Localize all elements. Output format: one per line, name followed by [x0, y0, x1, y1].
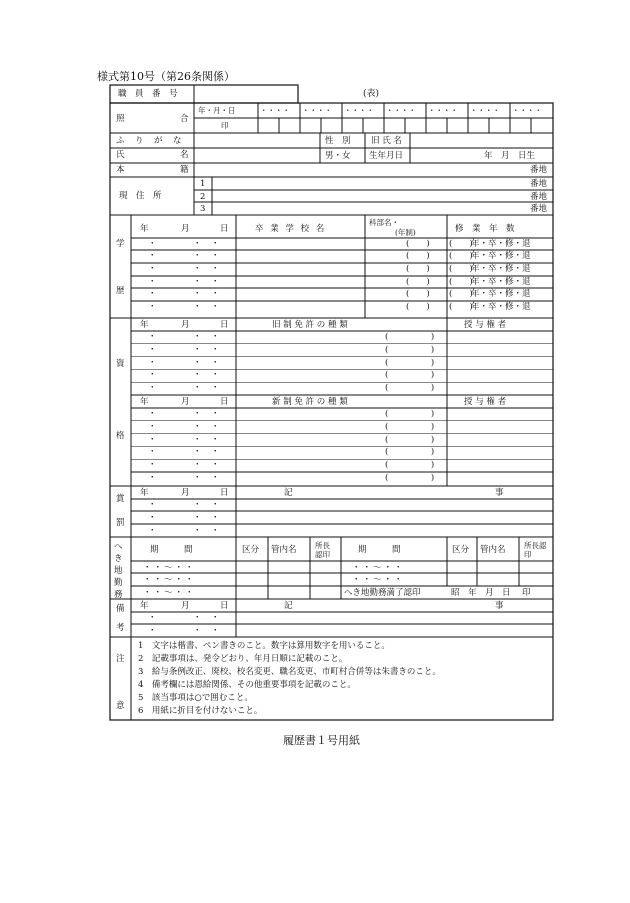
form-footer: 履歴書１号用紙 — [283, 734, 360, 747]
shobatsu-year: 年 — [140, 488, 149, 498]
shikaku-new-paren-3: ( ) — [385, 434, 435, 445]
address-banchi-1: 番地 — [530, 179, 548, 189]
honseki-banchi: 番地 — [530, 165, 548, 175]
gakureki-dept-header-2: (年制) — [395, 228, 416, 237]
notes-side-b: 意 — [116, 701, 125, 711]
gakureki-dot-b-5: ・ — [193, 289, 202, 299]
shougou-label-a: 照 — [116, 114, 125, 124]
gakureki-school-header: 卒 業 学 校 名 — [255, 224, 327, 234]
shobatsu-dot-a-3: ・ — [148, 526, 157, 536]
shikaku-old-dot-c-4: ・ — [211, 370, 220, 381]
shikaku-old-dot-b-3: ・ — [193, 357, 202, 368]
shobatsu-ki: 記 — [284, 488, 293, 498]
note-6: 6 用紙に折目を付けないこと。 — [138, 706, 263, 716]
shikaku-new-dot-b-2: ・ — [193, 421, 202, 432]
gakureki-years-6: ( ) — [449, 302, 473, 312]
hekichi-in: 印 — [522, 588, 531, 598]
notes-side-a: 注 — [116, 654, 125, 664]
note-1: 1 文字は楷書、ペン書きのこと。数字は算用数字を用いること。 — [138, 641, 390, 651]
honseki-label-a: 本 — [116, 165, 125, 175]
shobatsu-side-b: 罰 — [116, 518, 125, 528]
gakureki-dot-a-1: ・ — [148, 239, 157, 249]
gakureki-status-5: 年・卒・修・退 — [471, 289, 531, 299]
shikaku-new-dot-b-5: ・ — [193, 460, 202, 471]
note-4: 4 備考欄には恩給関係、その他重要事項を記載のこと。 — [138, 680, 356, 690]
gakureki-dot-a-3: ・ — [148, 264, 157, 274]
shikaku-new-month: 月 — [181, 397, 190, 407]
hekichi-shocho-left: 所長認印 — [315, 541, 330, 559]
gakureki-dot-a-6: ・ — [148, 302, 157, 312]
bikou-dot-2: ・ — [193, 613, 202, 623]
shobatsu-dot-c-3: ・ — [211, 526, 220, 536]
shikaku-new-dot-c-3: ・ — [211, 434, 220, 445]
shobatsu-dot-b-2: ・ — [193, 513, 202, 523]
staff-number-label: 職 員 番 号 — [118, 89, 178, 99]
shikaku-old-grant: 授 与 権 者 — [464, 320, 507, 330]
note-2: 2 記載事項は、発令どおり、年月日順に記載のこと。 — [138, 654, 348, 664]
shougou-dots-5: ・・・・ — [428, 106, 458, 115]
birth-label: 生年月日 — [369, 151, 404, 161]
hekichi-side: へき地勤務 — [114, 542, 123, 600]
gakureki-years-4: ( ) — [449, 277, 473, 287]
gakureki-years-3: ( ) — [449, 264, 473, 274]
hekichi-kubun-right: 区分 — [452, 545, 470, 555]
gakureki-paren-3: ( ) — [406, 264, 430, 274]
shikaku-old-header: 旧 制 免 許 の 種 類 — [272, 320, 348, 330]
shougou-dots-4: ・・・・ — [386, 106, 416, 115]
hekichi-shocho-right: 所長認印 — [524, 541, 547, 559]
gakureki-paren-6: ( ) — [406, 302, 430, 312]
gakureki-dot-c-5: ・ — [211, 289, 220, 299]
shikaku-side-a: 資 — [116, 359, 125, 369]
bikou-dot-1: ・ — [148, 613, 157, 623]
gakureki-dot-a-4: ・ — [148, 277, 157, 287]
shikaku-old-paren-4: ( ) — [385, 370, 435, 381]
hekichi-row-1: ・・〜・・ — [143, 563, 196, 573]
address-row-3: 3 — [200, 204, 206, 214]
shikaku-new-paren-4: ( ) — [385, 447, 435, 458]
shikaku-old-dot-b-5: ・ — [193, 383, 202, 394]
shikaku-old-dot-c-5: ・ — [211, 383, 220, 394]
gakureki-status-3: 年・卒・修・退 — [471, 264, 531, 274]
shikaku-old-year: 年 — [140, 320, 149, 330]
shobatsu-month: 月 — [181, 488, 190, 498]
old-name-label: 旧 氏 名 — [371, 136, 402, 146]
shikaku-old-day: 日 — [220, 320, 229, 330]
shikaku-old-dot-c-2: ・ — [211, 344, 220, 355]
shobatsu-ji: 事 — [495, 488, 504, 498]
gakureki-status-6: 年・卒・修・退 — [471, 302, 531, 312]
shobatsu-side-a: 賞 — [116, 494, 125, 504]
shikaku-new-dot-a-5: ・ — [148, 460, 157, 471]
shikaku-old-dot-b-2: ・ — [193, 344, 202, 355]
bikou-dot-6: ・ — [211, 626, 220, 636]
shougou-dots-2: ・・・・ — [302, 106, 332, 115]
gakureki-years-1: ( ) — [449, 239, 473, 249]
hekichi-period-right: 期 間 — [358, 545, 401, 555]
bikou-dot-4: ・ — [148, 626, 157, 636]
shougou-dots-1: ・・・・ — [260, 106, 290, 115]
hekichi-row-5: ・・〜・・ — [352, 575, 405, 585]
hekichi-period-left: 期 間 — [150, 545, 193, 555]
gakureki-side-b: 歴 — [116, 286, 125, 296]
shikaku-old-paren-2: ( ) — [385, 344, 435, 355]
shikaku-new-dot-b-4: ・ — [193, 447, 202, 458]
shobatsu-dot-a-2: ・ — [148, 513, 157, 523]
shikaku-new-paren-1: ( ) — [385, 409, 435, 419]
bikou-side-a: 備 — [116, 604, 125, 614]
shobatsu-dot-b-1: ・ — [193, 500, 202, 510]
shougou-date: 年・月・日 — [198, 106, 236, 115]
sex-value: 男・女 — [325, 151, 351, 161]
shikaku-new-dot-b-6: ・ — [193, 473, 202, 483]
shikaku-old-dot-a-1: ・ — [148, 332, 157, 342]
gakureki-paren-1: ( ) — [406, 239, 430, 249]
shikaku-new-dot-a-3: ・ — [148, 434, 157, 445]
shobatsu-dot-c-1: ・ — [211, 500, 220, 510]
side-indicator: (表) — [363, 89, 380, 99]
birth-format: 年 月 日生 — [484, 151, 536, 161]
shikaku-old-paren-3: ( ) — [385, 357, 435, 368]
shikaku-new-day: 日 — [220, 397, 229, 407]
gakureki-year: 年 — [140, 224, 149, 234]
gakureki-month: 月 — [181, 224, 190, 234]
shikaku-old-dot-c-3: ・ — [211, 357, 220, 368]
bikou-ki: 記 — [284, 601, 293, 611]
shikaku-new-dot-a-1: ・ — [148, 409, 157, 419]
gakureki-dept-header: 科部名・ — [369, 218, 399, 227]
shougou-dots-6: ・・・・ — [470, 106, 500, 115]
shikaku-old-dot-a-5: ・ — [148, 383, 157, 394]
hekichi-kubun-left: 区分 — [242, 545, 260, 555]
address-label: 現 住 所 — [119, 191, 162, 201]
shikaku-old-dot-a-2: ・ — [148, 344, 157, 355]
gakureki-dot-b-6: ・ — [193, 302, 202, 312]
shikaku-new-dot-b-1: ・ — [193, 409, 202, 419]
gakureki-years-2: ( ) — [449, 251, 473, 261]
gakureki-paren-4: ( ) — [406, 277, 430, 287]
shikaku-new-paren-5: ( ) — [385, 460, 435, 471]
shikaku-new-year: 年 — [140, 397, 149, 407]
shikaku-new-dot-c-6: ・ — [211, 473, 220, 483]
shikaku-new-paren-6: ( ) — [385, 473, 435, 483]
bikou-dot-3: ・ — [211, 613, 220, 623]
gakureki-side-a: 学 — [116, 239, 125, 249]
note-5: 5 該当事項は○で囲むこと。 — [138, 693, 253, 703]
shikaku-new-dot-c-5: ・ — [211, 460, 220, 471]
name-label-a: 氏 — [116, 150, 125, 160]
gakureki-status-1: 年・卒・修・退 — [471, 239, 531, 249]
gakureki-years-5: ( ) — [449, 289, 473, 299]
shikaku-new-grant: 授 与 権 者 — [464, 397, 507, 407]
shikaku-old-dot-c-1: ・ — [211, 332, 220, 342]
form-number: 様式第10号（第26条関係） — [97, 70, 235, 83]
gakureki-dot-c-2: ・ — [211, 251, 220, 261]
gakureki-status-2: 年・卒・修・退 — [471, 251, 531, 261]
gakureki-dot-c-6: ・ — [211, 302, 220, 312]
honseki-label-b: 籍 — [180, 165, 189, 175]
shikaku-old-paren-1: ( ) — [385, 332, 435, 342]
shikaku-old-dot-b-4: ・ — [193, 370, 202, 381]
gakureki-dot-c-3: ・ — [211, 264, 220, 274]
shobatsu-dot-c-2: ・ — [211, 513, 220, 523]
address-banchi-2: 番地 — [530, 192, 548, 202]
bikou-dot-5: ・ — [193, 626, 202, 636]
shikaku-new-header: 新 制 免 許 の 種 類 — [272, 397, 348, 407]
gakureki-dot-a-2: ・ — [148, 251, 157, 261]
gakureki-dot-b-2: ・ — [193, 251, 202, 261]
gakureki-paren-2: ( ) — [406, 251, 430, 261]
shikaku-new-dot-a-6: ・ — [148, 473, 157, 483]
shikaku-old-month: 月 — [181, 320, 190, 330]
gakureki-dot-c-4: ・ — [211, 277, 220, 287]
gakureki-period-header: 修 業 年 数 — [455, 224, 515, 234]
shikaku-new-dot-b-3: ・ — [193, 434, 202, 445]
shikaku-side-b: 格 — [116, 431, 125, 441]
shobatsu-day: 日 — [220, 488, 229, 498]
hekichi-row-4: ・・〜・・ — [352, 563, 405, 573]
shobatsu-dot-a-1: ・ — [148, 500, 157, 510]
gakureki-dot-c-1: ・ — [211, 239, 220, 249]
sex-label: 性 別 — [325, 136, 351, 146]
shikaku-old-paren-5: ( ) — [385, 383, 435, 394]
bikou-year: 年 — [140, 601, 149, 611]
note-3: 3 給与条例改正、廃校、校名変更、職名変更、市町村合併等は朱書きのこと。 — [138, 667, 441, 677]
shikaku-new-dot-c-1: ・ — [211, 409, 220, 419]
address-row-2: 2 — [200, 192, 206, 202]
gakureki-day: 日 — [220, 224, 229, 234]
hekichi-row-2: ・・〜・・ — [143, 575, 196, 585]
hekichi-kannai-right: 管内名 — [480, 545, 506, 555]
hekichi-done: へき地勤務満了認印 — [344, 588, 421, 598]
address-row-1: 1 — [200, 179, 206, 189]
hekichi-showa: 昭 年 月 日 — [451, 588, 511, 598]
bikou-month: 月 — [181, 601, 190, 611]
gakureki-paren-5: ( ) — [406, 289, 430, 299]
shougou-dots-3: ・・・・ — [344, 106, 374, 115]
shikaku-old-dot-b-1: ・ — [193, 332, 202, 342]
shougou-label-b: 合 — [180, 114, 189, 124]
gakureki-dot-b-3: ・ — [193, 264, 202, 274]
hekichi-row-3: ・・〜・・ — [143, 588, 196, 598]
address-banchi-3: 番地 — [530, 204, 548, 214]
bikou-side-b: 考 — [116, 623, 125, 633]
shougou-stamp: 印 — [221, 121, 229, 130]
bikou-day: 日 — [220, 601, 229, 611]
shikaku-old-dot-a-4: ・ — [148, 370, 157, 381]
name-label-b: 名 — [180, 150, 189, 160]
shikaku-old-dot-a-3: ・ — [148, 357, 157, 368]
hekichi-kannai-left: 管内名 — [271, 545, 297, 555]
gakureki-status-4: 年・卒・修・退 — [471, 277, 531, 287]
shikaku-new-dot-c-2: ・ — [211, 421, 220, 432]
gakureki-dot-b-1: ・ — [193, 239, 202, 249]
gakureki-dot-b-4: ・ — [193, 277, 202, 287]
gakureki-dot-a-5: ・ — [148, 289, 157, 299]
bikou-ji: 事 — [495, 601, 504, 611]
shikaku-new-dot-a-2: ・ — [148, 421, 157, 432]
shikaku-new-paren-2: ( ) — [385, 421, 435, 432]
shougou-dots-7: ・・・・ — [512, 106, 542, 115]
furigana-label: ふ り が な — [116, 136, 183, 146]
shikaku-new-dot-a-4: ・ — [148, 447, 157, 458]
shobatsu-dot-b-3: ・ — [193, 526, 202, 536]
shikaku-new-dot-c-4: ・ — [211, 447, 220, 458]
